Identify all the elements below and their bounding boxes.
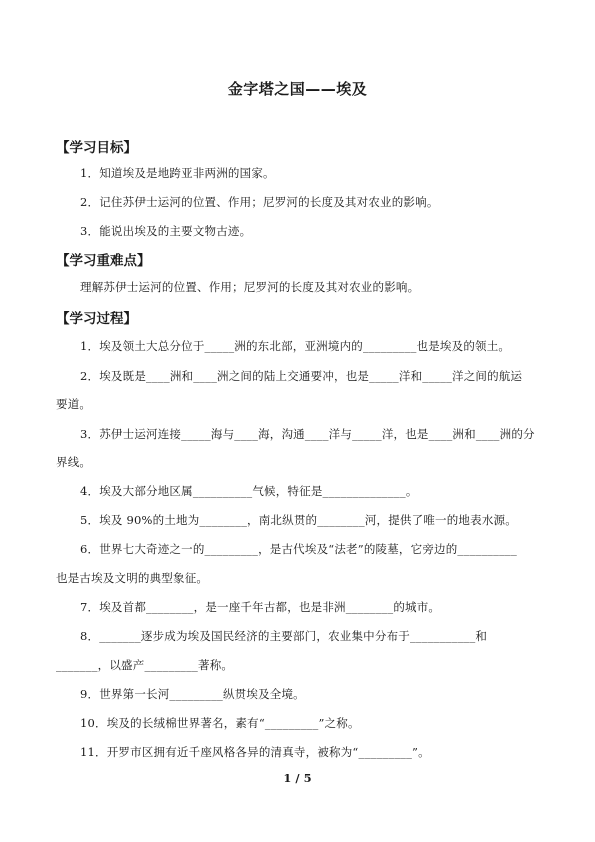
goal-item: 1．知道埃及是地跨亚非两洲的国家。	[80, 166, 275, 180]
goal-item: 2．记住苏伊士运河的位置、作用；尼罗河的长度及其对农业的影响。	[80, 195, 439, 209]
process-line: 界线。	[56, 455, 92, 469]
process-line: 1．埃及领土大总分位于_____洲的东北部，亚洲境内的_________也是埃及的领土。	[80, 339, 511, 353]
process-line: 4．埃及大部分地区属__________气候，特征是______________。	[80, 484, 418, 498]
process-line: 2．埃及既是____洲和____洲之间的陆上交通要冲，也是_____洋和_____洋之间的航运	[80, 369, 523, 383]
key-points-text: 理解苏伊士运河的位置、作用；尼罗河的长度及其对农业的影响。	[80, 280, 420, 294]
process-line: 也是古埃及文明的典型象征。	[56, 571, 209, 585]
process-line: _______，以盛产_________著称。	[56, 658, 234, 672]
process-line: 5．埃及 90%的土地为________，南北纵贯的________河，提供了唯一的地表水源。	[80, 513, 517, 527]
process-line: 8．_______逐步成为埃及国民经济的主要部门，农业集中分布于___________和	[80, 629, 488, 643]
goal-item: 3．能说出埃及的主要文物古迹。	[80, 224, 252, 238]
section-heading-key-points: 【学习重难点】	[56, 253, 151, 269]
process-line: 9．世界第一长河_________纵贯埃及全境。	[80, 687, 305, 701]
section-heading-goals: 【学习目标】	[56, 140, 137, 156]
process-line: 11．开罗市区拥有近千座风格各异的清真寺，被称为“_________”。	[80, 745, 430, 759]
page-number: 1 / 5	[283, 771, 312, 785]
page-title: 金字塔之国——埃及	[227, 80, 368, 98]
section-heading-process: 【学习过程】	[56, 311, 137, 327]
process-line: 要道。	[56, 397, 92, 411]
process-line: 6．世界七大奇迹之一的_________，是古代埃及“法老”的陵墓，它旁边的__________	[80, 542, 517, 556]
process-line: 7．埃及首都________，是一座千年古都，也是非洲________的城市。	[80, 600, 441, 614]
process-line: 3．苏伊士运河连接_____海与____海，沟通____洋与_____洋，也是____洲和____洲的分	[80, 427, 535, 441]
process-line: 10．埃及的长绒棉世界著名，素有“_________”之称。	[80, 716, 360, 730]
